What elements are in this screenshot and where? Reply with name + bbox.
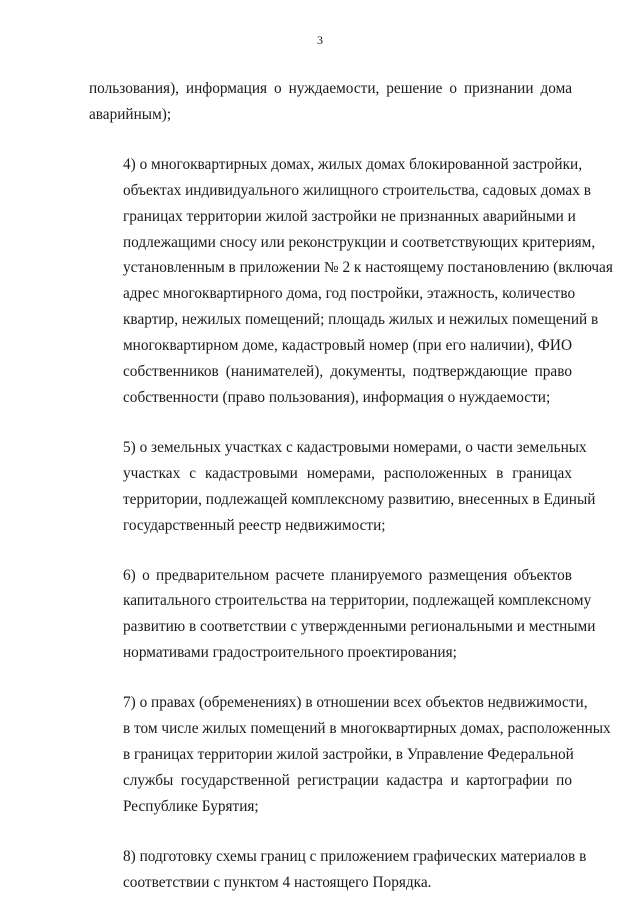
paragraph-item-6 — [89, 563, 596, 667]
text-line: в границах территории жилой застройки, в Управление Федеральной — [123, 745, 574, 763]
text-line: подлежащими сносу или реконструкции и соответствующих критериям, — [123, 233, 596, 251]
text-line: участках с кадастровыми номерами, расположенных в границах — [123, 464, 572, 482]
text-line: 7) о правах (обременениях) в отношении всех объектов недвижимости, — [123, 694, 588, 712]
text-line: развитию в соответствии с утвержденными региональными и местными — [123, 618, 596, 636]
text-line: Республике Бурятия; — [123, 797, 259, 815]
text-line: собственников (нанимателей), документы, подтверждающие право — [123, 363, 572, 381]
text-line: 5) о земельных участках с кадастровыми номерами, о части земельных — [123, 438, 587, 456]
text-line: службы государственной регистрации кадастра и картографии по — [123, 771, 572, 789]
text-line: 6) о предварительном расчете планируемого размещения объектов — [123, 566, 572, 584]
text-line: объектах индивидуального жилищного строительства, садовых домах в — [123, 181, 591, 199]
text-line: государственный реестр недвижимости; — [123, 516, 386, 534]
text-line: территории, подлежащей комплексному развитию, внесенных в Единый — [123, 490, 596, 508]
text-line: нормативами градостроительного проектирования; — [123, 644, 457, 662]
text-line: границах территории жилой застройки не признанных аварийными и — [123, 207, 576, 225]
paragraph-continuation — [89, 76, 572, 128]
text-line: собственности (право пользования), информация о нуждаемости; — [123, 388, 551, 406]
document-body — [89, 76, 613, 895]
page-number: 3 — [317, 33, 323, 47]
paragraph-item-5 — [89, 435, 596, 539]
text-line: установленным в приложении № 2 к настоящему постановлению (включая — [123, 259, 613, 277]
paragraph-item-7 — [89, 690, 611, 820]
text-line: квартир, нежилых помещений; площадь жилых и нежилых помещений в — [123, 311, 599, 329]
text-line: соответствии с пунктом 4 настоящего Порядка. — [123, 873, 432, 891]
text-line: адрес многоквартирного дома, год постройки, этажность, количество — [123, 285, 576, 303]
paragraph-item-4 — [89, 152, 613, 411]
text-line: 4) о многоквартирных домах, жилых домах блокированной застройки, — [123, 155, 583, 173]
text-line: аварийным); — [89, 105, 172, 123]
paragraph-item-8 — [89, 844, 587, 896]
text-line: многоквартирном доме, кадастровый номер (при его наличии), ФИО — [123, 337, 572, 355]
text-line: 8) подготовку схемы границ с приложением графических материалов в — [123, 847, 587, 865]
text-line: капитального строительства на территории, подлежащей комплексному — [123, 592, 592, 610]
text-line: в том числе жилых помещений в многоквартирных домах, расположенных — [123, 720, 611, 738]
text-line: пользования), информация о нуждаемости, решение о признании дома — [89, 80, 572, 97]
